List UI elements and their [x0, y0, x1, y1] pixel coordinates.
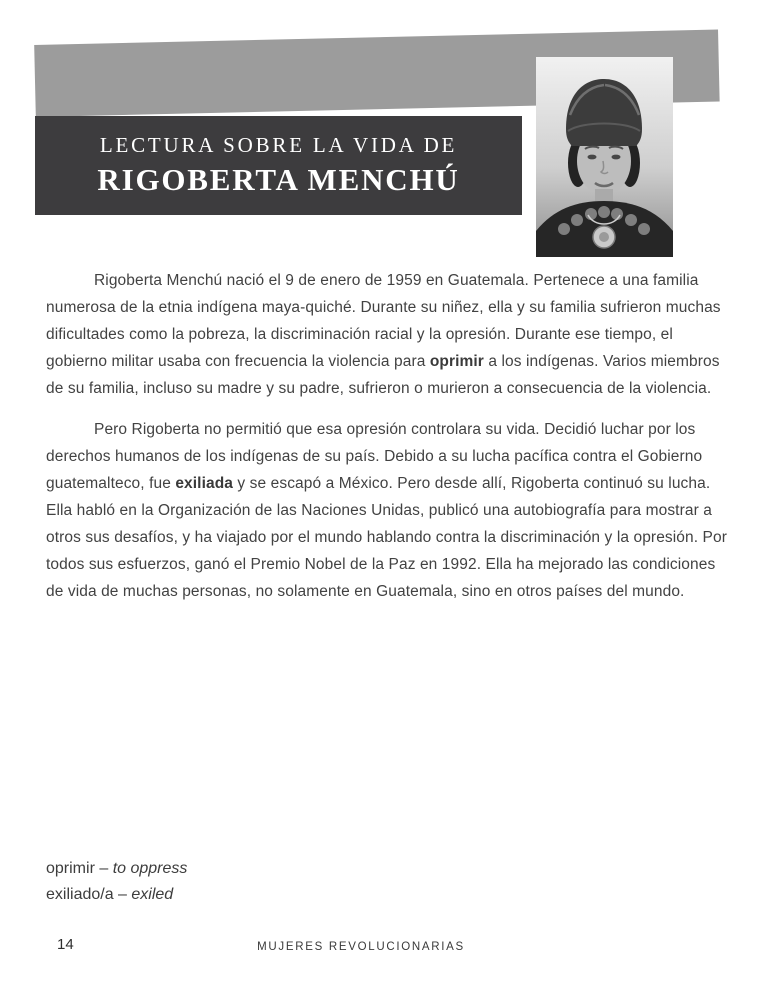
portrait-illustration [536, 57, 673, 257]
page-title: RIGOBERTA MENCHÚ [97, 162, 460, 197]
footer-book-title: MUJERES REVOLUCIONARIAS [257, 941, 465, 953]
rigoberta-portrait [536, 57, 673, 257]
glossary-term: exiliado/a – [46, 886, 132, 903]
bold-term-oprimir: oprimir [429, 353, 484, 370]
page-title-kicker: LECTURA SOBRE LA VIDA DE [99, 133, 458, 157]
glossary-definition: exiled [131, 886, 174, 903]
glossary-entry [46, 882, 187, 908]
title-banner [35, 116, 522, 215]
paragraph-1-text-cont: a los indígenas. Varios miembros de su familia, incluso su madre y su padre, sufrieron o murieron a consecuencia de la violencia. [46, 353, 720, 397]
glossary-definition: to oppress [112, 860, 188, 877]
paragraph-2 [46, 416, 730, 605]
glossary-entry [46, 856, 187, 882]
glossary [46, 856, 187, 908]
paragraph-1 [46, 267, 730, 402]
bold-term-exiliada: exiliada [175, 475, 233, 492]
page-number: 14 [57, 936, 74, 953]
paragraph-2-text: Pero Rigoberta no permitió que esa opresión controlara su vida. Decidió luchar por los derechos humanos de los indígenas de su país. Debido a su lucha pacífica contra el Gobierno guatemalteco, fue [46, 421, 703, 492]
reading-passage [46, 267, 730, 619]
glossary-term: oprimir – [46, 860, 113, 877]
paragraph-1-text: Rigoberta Menchú nació el 9 de enero de 1959 en Guatemala. Pertenece a una familia numerosa de la etnia indígena maya-quiché. Durante su niñez, ella y su familia sufrieron muchas dificultades como la pobreza, la discriminación racial y la opresión. Durante ese tiempo, el gobierno militar usaba con frecuencia la violencia para [46, 272, 721, 370]
paragraph-2-text-cont: y se escapó a México. Pero desde allí, Rigoberta continuó su lucha. Ella habló en la Organización de las Naciones Unidas, publicó una autobiografía para mostrar a otros sus desafíos, y ha viajado por el mundo hablando contra la discriminación y la opresión. Por todos sus esfuerzos, ganó el Premio Nobel de la Paz en 1992. Ella ha mejorado las condiciones de vida de muchas personas, no solamente en Guatemala, sino en otros países del mundo. [46, 475, 727, 600]
